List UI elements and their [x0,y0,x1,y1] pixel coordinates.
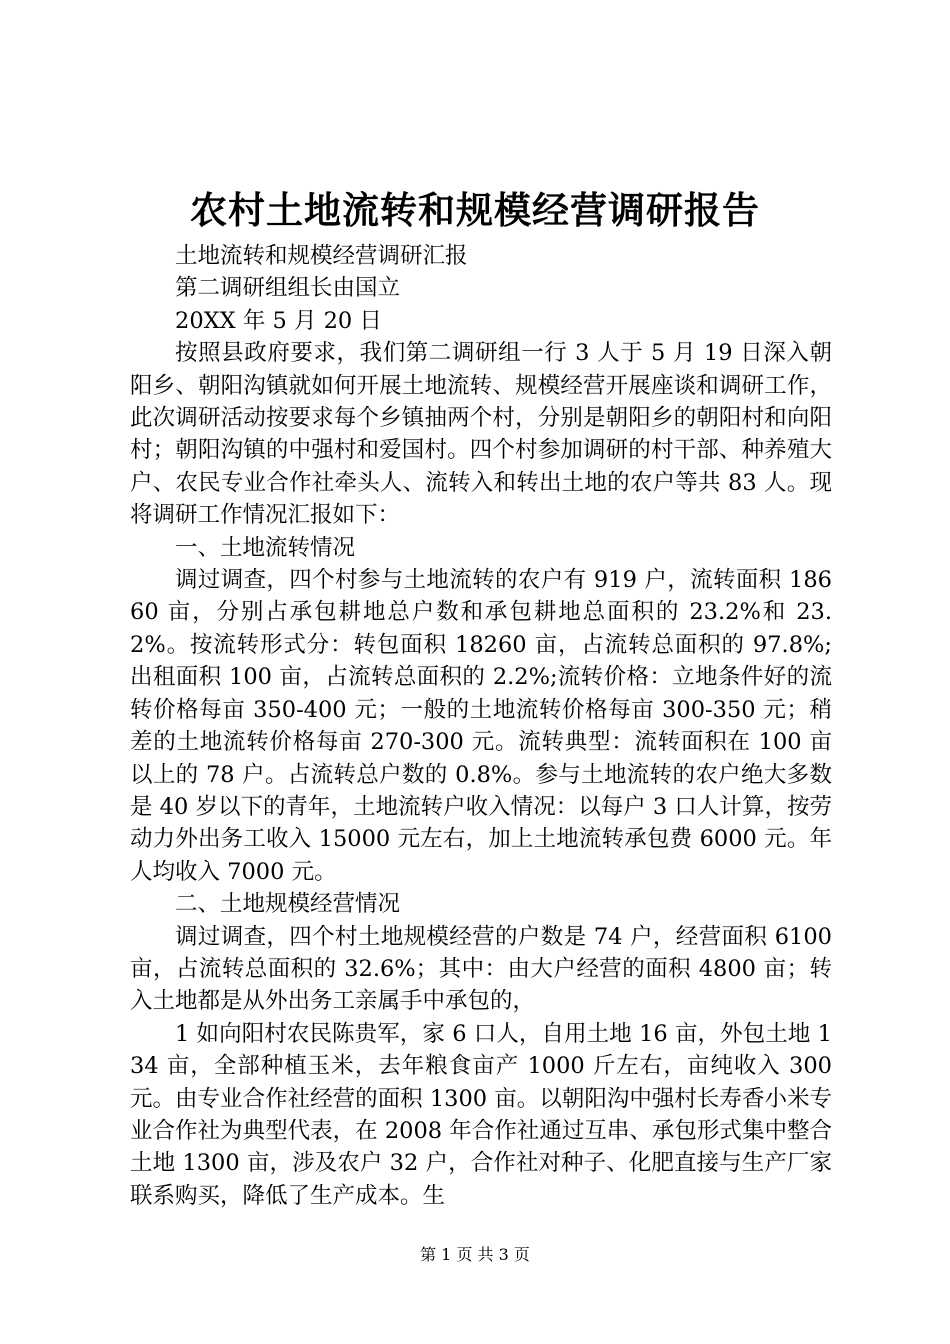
intro-paragraph: 按照县政府要求，我们第二调研组一行 3 人于 5 月 19 日深入朝阳乡、朝阳沟镇就如何开展土地流转、规模经营开展座谈和调研工作，此次调研活动按要求每个乡镇抽两个村，分别是朝阳乡的朝阳村和向阳村；朝阳沟镇的中强村和爱国村。四个村参加调研的村干部、种养殖大户、农民专业合作社牵头人、流转入和转出土地的农户等共 83 人。现将调研工作情况汇报如下： [130,340,832,529]
report-subtitle: 土地流转和规模经营调研汇报 [175,243,468,269]
section-heading-land-transfer: 一、土地流转情况 [175,534,356,561]
page-footer: 第 1 页 共 3 页 [420,1245,530,1264]
land-transfer-paragraph: 调过调查，四个村参与土地流转的农户有 919 户，流转面积 18660 亩，分别占承包耕地总户数和承包耕地总面积的 23.2%和 23.2%。按流转形式分：转包面积 18260 亩，占流转总面积的 97.8%;出租面积 100 亩，占流转总面积的 2.2%;流转价格：立地条件好的流转价格每亩 350-400 元；一般的土地流转价格每亩 300-350 元；稍差的土地流转价格每亩 270-300 元。流转典型：流转面积在 100 亩以上的 78 户。占流转总户数的 0.8%。参与土地流转的农户绝大多数是 40 岁以下的青年，土地流转户收入情况：以每户 3 口人计算，按劳动力外出务工收入 15000 元左右，加上土地流转承包费 6000 元。年人均收入 7000 元。 [130,567,832,885]
report-date: 20XX 年 5 月 20 日 [175,307,382,334]
section-heading-scale-operation: 二、土地规模经营情况 [175,891,401,918]
report-author: 第二调研组组长由国立 [175,275,401,302]
document-body [130,240,832,1212]
example-paragraph: 1 如向阳村农民陈贵军，家 6 口人，自用土地 16 亩，外包土地 134 亩，全部种植玉米，去年粮食亩产 1000 斤左右，亩纯收入 300 元。由专业合作社经营的面积 1300 亩。以朝阳沟中强村长寿香小米专业合作社为典型代表，在 2008 年合作社通过互串、承包形式集中整合土地 1300 亩，涉及农户 32 户，合作社对种子、化肥直接与生产厂家联系购买，降低了生产成本。生 [130,1020,832,1209]
document-title: 农村土地流转和规模经营调研报告 [190,188,760,232]
scale-operation-paragraph: 调过调查，四个村土地规模经营的户数是 74 户，经营面积 6100 亩，占流转总面积的 32.6%；其中：由大户经营的面积 4800 亩；转入土地都是从外出务工亲属手中承包的， [130,923,832,1015]
